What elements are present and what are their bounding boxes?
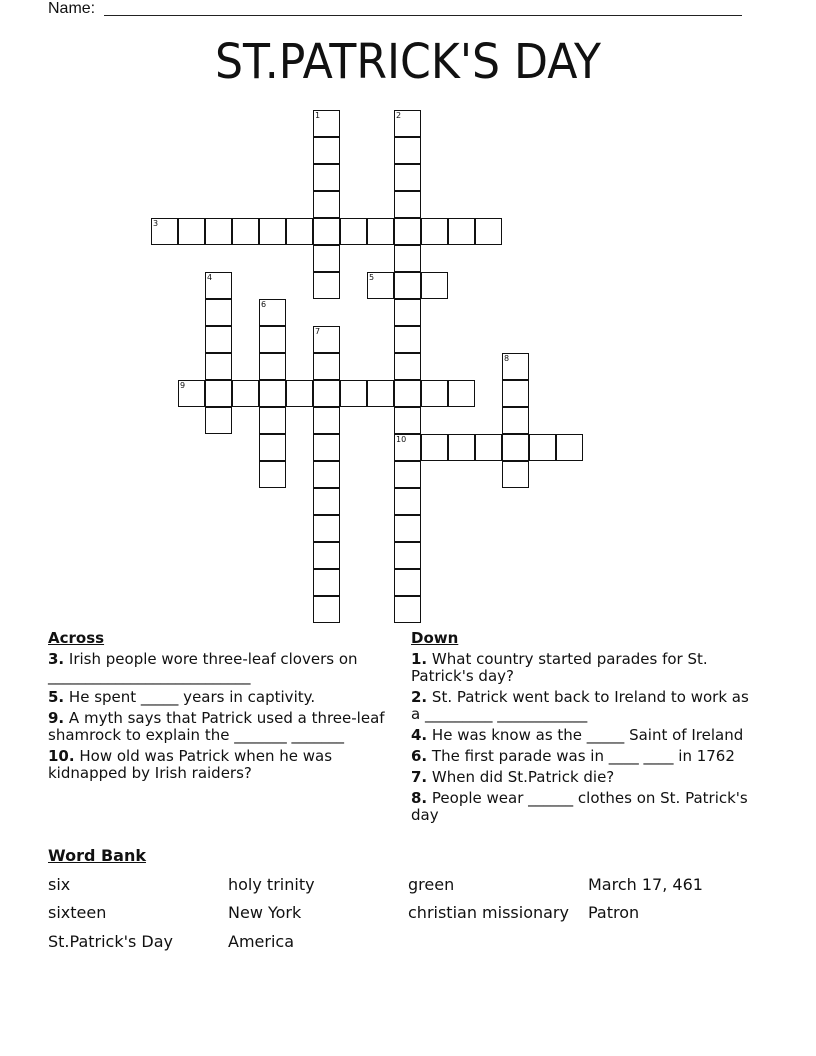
grid-cell[interactable] xyxy=(394,569,421,596)
clue-number-label: 7 xyxy=(315,327,321,336)
clue-text: When did St.Patrick die? xyxy=(431,768,615,786)
grid-cell[interactable] xyxy=(394,299,421,326)
grid-cell[interactable] xyxy=(394,137,421,164)
grid-cell[interactable] xyxy=(313,326,340,353)
grid-cell[interactable] xyxy=(394,380,421,407)
down-clue xyxy=(411,748,761,765)
grid-cell[interactable] xyxy=(313,272,340,299)
grid-cell[interactable] xyxy=(394,488,421,515)
grid-cell[interactable] xyxy=(394,434,421,461)
grid-cell[interactable] xyxy=(178,218,205,245)
clue-number-label: 1 xyxy=(315,111,321,120)
down-clue xyxy=(411,769,761,786)
grid-cell[interactable] xyxy=(313,434,340,461)
word-bank-item: holy trinity xyxy=(228,875,315,894)
grid-cell[interactable] xyxy=(313,245,340,272)
grid-cell[interactable] xyxy=(394,461,421,488)
clue-text: A myth says that Patrick used a three-leaf shamrock to explain the _______ _______ xyxy=(48,709,385,744)
grid-cell[interactable] xyxy=(259,353,286,380)
grid-cell[interactable] xyxy=(232,218,259,245)
grid-cell[interactable] xyxy=(205,407,232,434)
grid-cell[interactable] xyxy=(394,596,421,623)
grid-cell[interactable] xyxy=(394,326,421,353)
grid-cell[interactable] xyxy=(394,515,421,542)
down-clue xyxy=(411,727,761,744)
clue-number-label: 6 xyxy=(261,300,267,309)
grid-cell[interactable] xyxy=(394,407,421,434)
grid-cell[interactable] xyxy=(448,218,475,245)
grid-cell[interactable] xyxy=(313,542,340,569)
down-clue-list xyxy=(411,651,761,828)
clue-number: 2. xyxy=(411,688,428,706)
word-bank-item: March 17, 461 xyxy=(588,875,703,894)
clue-text: St. Patrick went back to Ireland to work as a _________ ____________ xyxy=(411,688,749,723)
grid-cell[interactable] xyxy=(313,218,340,245)
word-bank-heading: Word Bank xyxy=(48,846,147,865)
clue-text: What country started parades for St. Patrick's day? xyxy=(411,650,708,685)
word-bank-item: christian missionary xyxy=(408,903,569,922)
clue-number: 9. xyxy=(48,709,65,727)
grid-cell[interactable] xyxy=(475,218,502,245)
grid-cell[interactable] xyxy=(286,218,313,245)
grid-cell[interactable] xyxy=(313,488,340,515)
clue-number: 7. xyxy=(411,768,428,786)
grid-cell[interactable] xyxy=(421,434,448,461)
grid-cell[interactable] xyxy=(313,191,340,218)
grid-cell[interactable] xyxy=(340,380,367,407)
clue-number-label: 3 xyxy=(153,219,159,228)
down-heading: Down xyxy=(411,629,459,647)
clue-number-label: 4 xyxy=(207,273,213,282)
grid-cell[interactable] xyxy=(502,407,529,434)
grid-cell[interactable] xyxy=(394,272,421,299)
grid-cell[interactable] xyxy=(313,380,340,407)
clue-number: 10. xyxy=(48,747,75,765)
grid-cell[interactable] xyxy=(394,110,421,137)
clue-number: 6. xyxy=(411,747,428,765)
grid-cell[interactable] xyxy=(232,380,259,407)
grid-cell[interactable] xyxy=(394,191,421,218)
grid-cell[interactable] xyxy=(556,434,583,461)
grid-cell[interactable] xyxy=(205,272,232,299)
grid-cell[interactable] xyxy=(448,380,475,407)
across-clue xyxy=(48,689,393,706)
grid-cell[interactable] xyxy=(205,299,232,326)
grid-cell[interactable] xyxy=(502,380,529,407)
grid-cell[interactable] xyxy=(394,353,421,380)
across-clue xyxy=(48,748,393,782)
grid-cell[interactable] xyxy=(475,434,502,461)
grid-cell[interactable] xyxy=(259,461,286,488)
grid-cell[interactable] xyxy=(394,218,421,245)
clue-number-label: 10 xyxy=(396,435,407,444)
grid-cell[interactable] xyxy=(313,353,340,380)
clue-number: 3. xyxy=(48,650,65,668)
clue-text: People wear ______ clothes on St. Patrick's day xyxy=(411,789,748,824)
grid-cell[interactable] xyxy=(259,218,286,245)
grid-cell[interactable] xyxy=(259,434,286,461)
grid-cell[interactable] xyxy=(313,164,340,191)
grid-cell[interactable] xyxy=(205,353,232,380)
grid-cell[interactable] xyxy=(502,434,529,461)
grid-cell[interactable] xyxy=(529,434,556,461)
grid-cell[interactable] xyxy=(394,245,421,272)
clue-number-label: 5 xyxy=(369,273,375,282)
grid-cell[interactable] xyxy=(286,380,313,407)
clue-text: Irish people wore three-leaf clovers on ___________________________ xyxy=(48,650,358,685)
clue-text: How old was Patrick when he was kidnapped by Irish raiders? xyxy=(48,747,333,782)
grid-cell[interactable] xyxy=(421,380,448,407)
across-heading: Across xyxy=(48,629,105,647)
grid-cell[interactable] xyxy=(394,542,421,569)
clue-number: 5. xyxy=(48,688,65,706)
grid-cell[interactable] xyxy=(313,569,340,596)
clue-number: 8. xyxy=(411,789,428,807)
grid-cell[interactable] xyxy=(259,299,286,326)
grid-cell[interactable] xyxy=(205,218,232,245)
grid-cell[interactable] xyxy=(313,110,340,137)
down-clue xyxy=(411,651,761,685)
grid-cell[interactable] xyxy=(313,461,340,488)
grid-cell[interactable] xyxy=(259,407,286,434)
grid-cell[interactable] xyxy=(313,137,340,164)
clue-number-label: 9 xyxy=(180,381,186,390)
down-clue xyxy=(411,790,761,824)
across-clue-list xyxy=(48,651,393,786)
down-clue xyxy=(411,689,761,723)
grid-cell[interactable] xyxy=(421,272,448,299)
across-clue xyxy=(48,710,393,744)
grid-cell[interactable] xyxy=(502,353,529,380)
grid-cell[interactable] xyxy=(367,380,394,407)
grid-cell[interactable] xyxy=(313,596,340,623)
grid-cell[interactable] xyxy=(340,218,367,245)
clue-text: The first parade was in ____ ____ in 1762 xyxy=(431,747,735,765)
grid-cell[interactable] xyxy=(205,326,232,353)
word-bank-item: New York xyxy=(228,903,302,922)
grid-cell[interactable] xyxy=(151,218,178,245)
page-title: ST.PATRICK'S DAY xyxy=(214,34,602,90)
name-label: Name: xyxy=(48,0,96,17)
across-clue xyxy=(48,651,393,685)
grid-cell[interactable] xyxy=(259,326,286,353)
word-bank-item: green xyxy=(408,875,455,894)
clue-number-label: 2 xyxy=(396,111,402,120)
grid-cell[interactable] xyxy=(421,218,448,245)
word-bank-item: St.Patrick's Day xyxy=(48,932,174,951)
clue-number: 1. xyxy=(411,650,428,668)
clue-number-label: 8 xyxy=(504,354,510,363)
grid-cell[interactable] xyxy=(448,434,475,461)
grid-cell[interactable] xyxy=(313,407,340,434)
grid-cell[interactable] xyxy=(502,461,529,488)
grid-cell[interactable] xyxy=(205,380,232,407)
word-bank-item: sixteen xyxy=(48,903,107,922)
grid-cell[interactable] xyxy=(394,164,421,191)
grid-cell[interactable] xyxy=(367,272,394,299)
grid-cell[interactable] xyxy=(367,218,394,245)
word-bank-item: America xyxy=(228,932,294,951)
word-bank-item: Patron xyxy=(588,903,640,922)
word-bank-item: six xyxy=(48,875,71,894)
clue-number: 4. xyxy=(411,726,428,744)
grid-cell[interactable] xyxy=(259,380,286,407)
clue-text: He was know as the _____ Saint of Ireland xyxy=(431,726,744,744)
grid-cell[interactable] xyxy=(178,380,205,407)
clue-text: He spent _____ years in captivity. xyxy=(68,688,316,706)
grid-cell[interactable] xyxy=(313,515,340,542)
